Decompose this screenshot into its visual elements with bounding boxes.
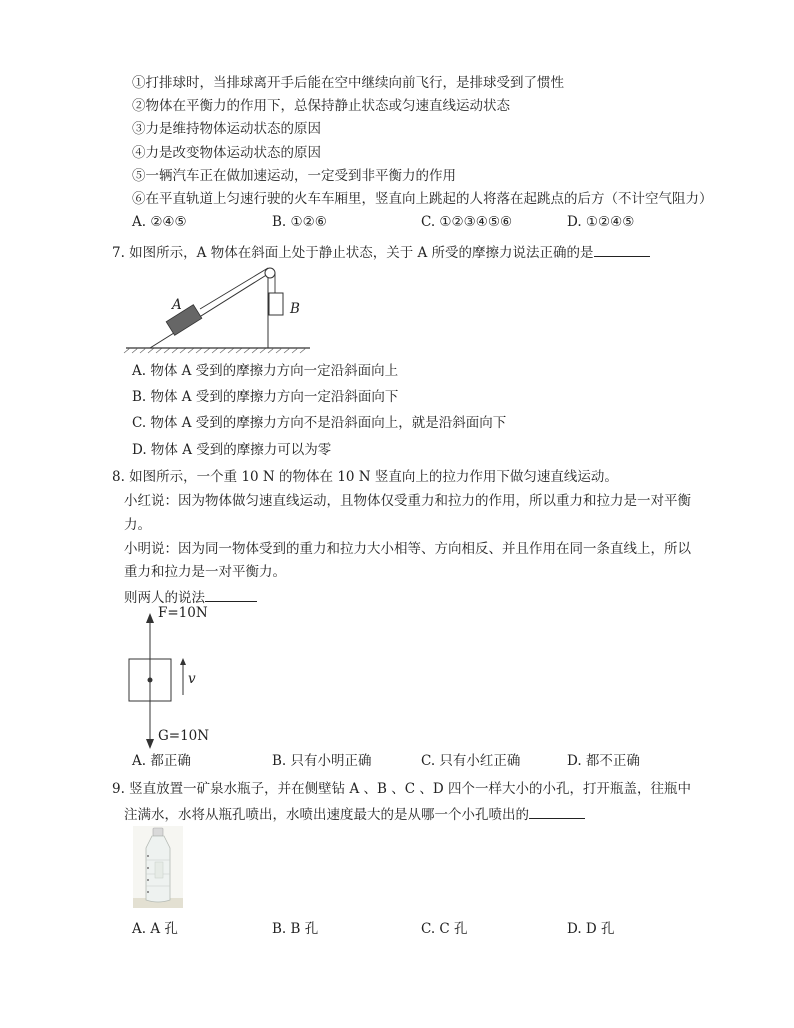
q6-statement-6: ⑥在平直轨道上匀速行驶的火车车厢里，竖直向上跳起的人将落在起跳点的后方（不计空气阻力） xyxy=(132,191,713,207)
q7-option-c: C. 物体 A 受到的摩擦力方向不是沿斜面向上，就是沿斜面向下 xyxy=(132,415,507,431)
q6-option-c: C. ①②③④⑤⑥ xyxy=(421,214,513,230)
q8-stem: 8. 如图所示，一个重 10 N 的物体在 10 N 竖直向上的拉力作用下做匀速直线运动。 xyxy=(112,469,618,485)
q9-option-a: A. A 孔 xyxy=(132,921,178,937)
q6-statement-4: ④力是改变物体运动状态的原因 xyxy=(132,145,321,161)
q6-statement-1: ①打排球时，当排球离开手后能在空中继续向前飞行，是排球受到了惯性 xyxy=(132,75,564,91)
q6-statement-5: ⑤一辆汽车正在做加速运动，一定受到非平衡力的作用 xyxy=(132,168,456,184)
q6-option-d: D. ①②④⑤ xyxy=(567,214,635,230)
force-g-label: G=10N xyxy=(158,728,210,744)
block-b-label: B xyxy=(290,301,300,317)
q8-xiaoming-line1: 小明说：因为同一物体受到的重力和拉力大小相等、方向相反、并且作用在同一条直线上，所以 xyxy=(124,541,691,557)
q6-option-b: B. ①②⑥ xyxy=(272,214,327,230)
q8-answer-blank[interactable] xyxy=(205,587,257,602)
q7-stem xyxy=(112,242,650,262)
q9-option-d: D. D 孔 xyxy=(567,921,615,937)
q7-option-b: B. 物体 A 受到的摩擦力方向一定沿斜面向下 xyxy=(132,389,399,405)
q7-stem-text: 7. 如图所示，A 物体在斜面上处于静止状态，关于 A 所受的摩擦力说法正确的是 xyxy=(112,245,594,261)
q9-answer-blank[interactable] xyxy=(529,804,585,819)
q8-xiaohong-line1: 小红说：因为物体做匀速直线运动，且物体仅受重力和拉力的作用，所以重力和拉力是一对平衡 xyxy=(124,493,691,509)
q6-statement-3: ③力是维持物体运动状态的原因 xyxy=(132,121,321,137)
q9-option-b: B. B 孔 xyxy=(272,921,319,937)
q6-statement-2: ②物体在平衡力的作用下，总保持静止状态或匀速直线运动状态 xyxy=(132,98,510,114)
water-bottle-photo xyxy=(133,826,183,908)
q9-stem-line2 xyxy=(124,804,585,824)
q8-xiaoming-line2: 重力和拉力是一对平衡力。 xyxy=(124,564,286,580)
q9-stem-line1: 9. 竖直放置一矿泉水瓶子，并在侧壁钻 A 、B 、C 、D 四个一样大小的小孔，打开瓶盖，往瓶中 xyxy=(112,781,691,797)
velocity-label: v xyxy=(188,671,196,687)
q8-option-a: A. 都正确 xyxy=(132,753,191,769)
q7-option-a: A. 物体 A 受到的摩擦力方向一定沿斜面向上 xyxy=(132,363,399,379)
q9-option-c: C. C 孔 xyxy=(421,921,468,937)
q8-ask-text: 则两人的说法 xyxy=(124,590,205,606)
q8-option-d: D. 都不正确 xyxy=(567,753,640,769)
q7-answer-blank[interactable] xyxy=(594,242,650,257)
q6-option-a: A. ②④⑤ xyxy=(132,214,187,230)
block-a-label: A xyxy=(172,297,182,313)
q8-xiaohong-line2: 力。 xyxy=(124,517,151,533)
q8-option-b: B. 只有小明正确 xyxy=(272,753,372,769)
q9-stem-text: 注满水，水将从瓶孔喷出，水喷出速度最大的是从哪一个小孔喷出的 xyxy=(124,807,529,823)
force-f-label: F=10N xyxy=(158,605,208,621)
q7-option-d: D. 物体 A 受到的摩擦力可以为零 xyxy=(132,442,332,458)
q8-option-c: C. 只有小红正确 xyxy=(421,753,521,769)
